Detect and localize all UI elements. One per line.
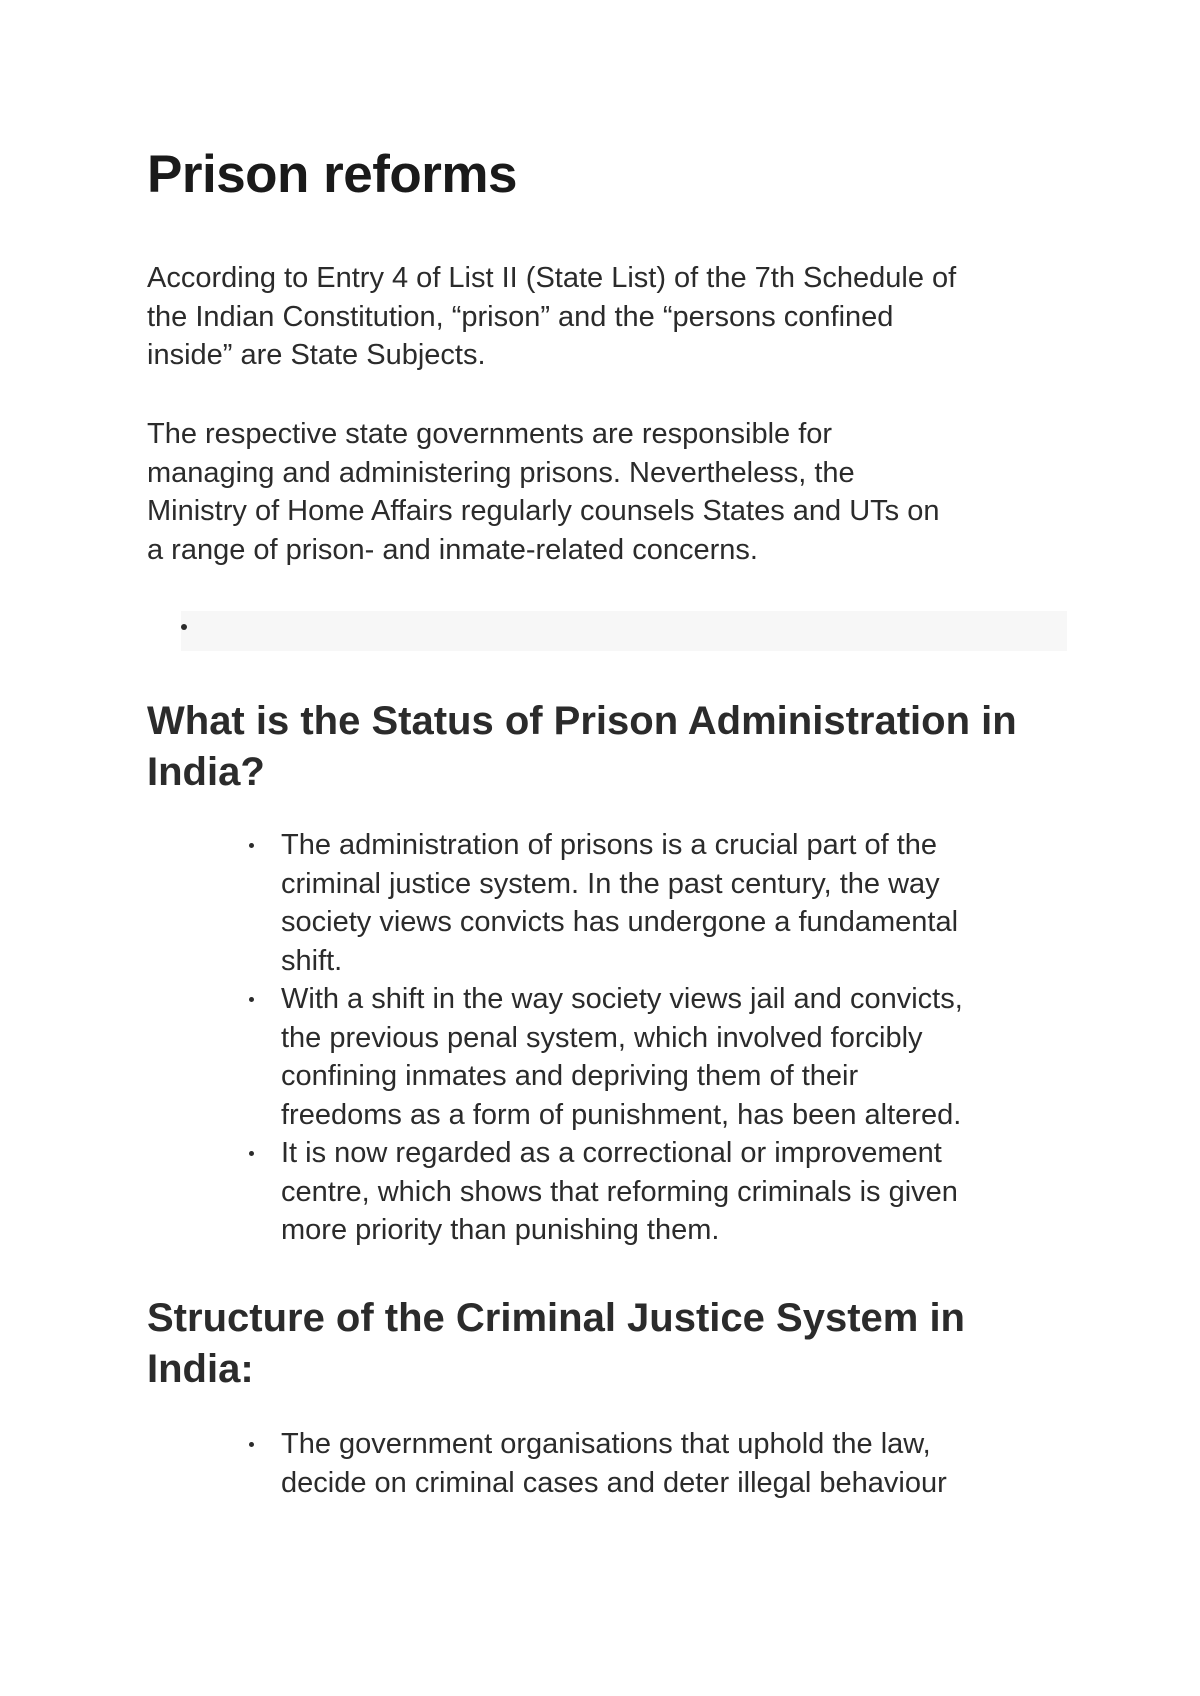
text-line: shift. <box>281 944 343 977</box>
list-item <box>281 826 1067 980</box>
text-line: the Indian Constitution, “prison” and the “persons confined <box>147 300 894 333</box>
prison-administration-list <box>281 826 1067 1250</box>
text-line: society views convicts has undergone a fundamental <box>281 906 959 938</box>
text-line: inside” are State Subjects. <box>147 339 486 371</box>
text-line: more priority than punishing them. <box>281 1214 720 1246</box>
intro-paragraph-2 <box>147 415 1067 569</box>
list-item <box>281 1134 1067 1250</box>
intro-paragraph-1 <box>147 259 1067 375</box>
heading-line: Structure of the Criminal Justice System in <box>147 1296 965 1340</box>
text-line: According to Entry 4 of List II (State List) of the 7th Schedule of <box>147 262 957 294</box>
bullet-icon <box>181 624 187 630</box>
text-line: centre, which shows that reforming criminals is given <box>281 1175 958 1208</box>
criminal-justice-list <box>281 1425 1067 1502</box>
text-line: a range of prison- and inmate-related concerns. <box>147 533 758 566</box>
section-heading-prison-administration <box>147 696 1017 798</box>
text-line: decide on criminal cases and deter illegal behaviour <box>281 1466 947 1499</box>
bullet-icon <box>249 843 254 848</box>
bullet-icon <box>249 997 254 1002</box>
text-line: It is now regarded as a correctional or improvement <box>281 1137 942 1169</box>
page-title: Prison reforms <box>147 145 518 204</box>
text-line: freedoms as a form of punishment, has been altered. <box>281 1098 962 1131</box>
text-line: The government organisations that uphold the law, <box>281 1428 931 1460</box>
bullet-icon <box>249 1442 254 1447</box>
text-line: criminal justice system. In the past century, the way <box>281 867 940 900</box>
text-line: The administration of prisons is a crucial part of the <box>281 829 938 861</box>
text-line: confining inmates and depriving them of their <box>281 1060 859 1092</box>
text-line: The respective state governments are responsible for <box>147 418 833 450</box>
bullet-icon <box>249 1151 254 1156</box>
heading-line: India? <box>147 750 265 794</box>
section-heading-criminal-justice-structure <box>147 1293 965 1395</box>
empty-list-block <box>181 611 1067 651</box>
list-item <box>281 980 1067 1134</box>
text-line: the previous penal system, which involved forcibly <box>281 1021 923 1054</box>
text-line: managing and administering prisons. Nevertheless, the <box>147 456 855 489</box>
heading-line: What is the Status of Prison Administration in <box>147 699 1017 743</box>
list-item <box>281 1425 1067 1502</box>
heading-line: India: <box>147 1347 254 1391</box>
text-line: Ministry of Home Affairs regularly counsels States and UTs on <box>147 495 940 527</box>
text-line: With a shift in the way society views jail and convicts, <box>281 983 963 1015</box>
